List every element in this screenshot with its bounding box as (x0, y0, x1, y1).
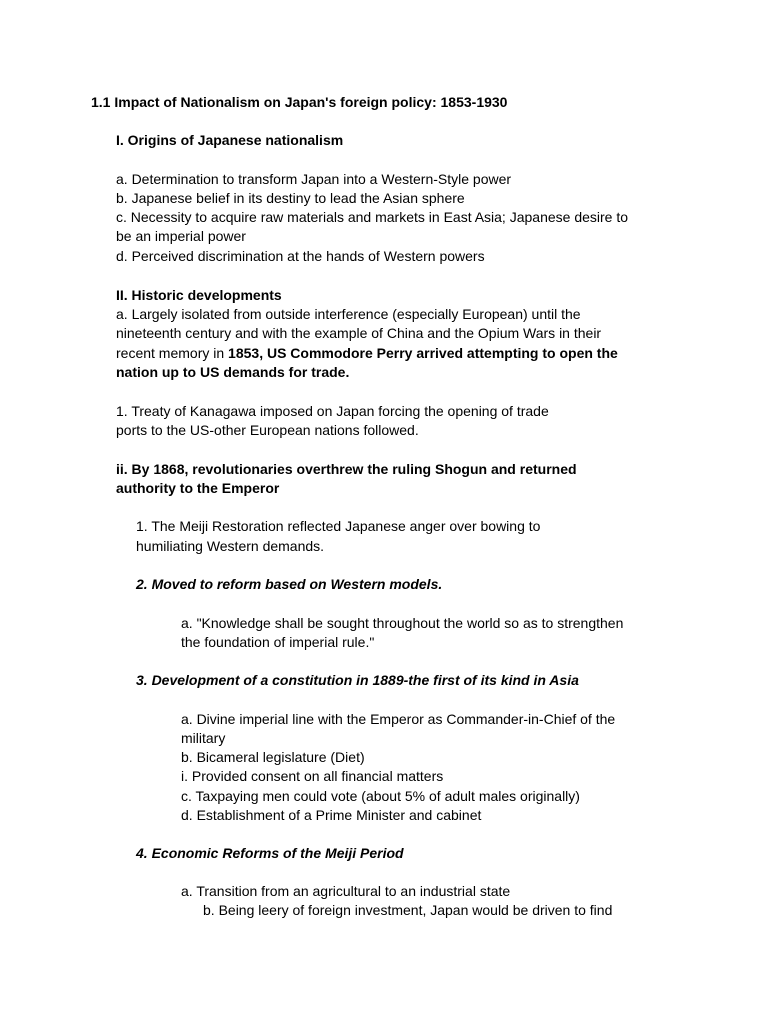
meiji-line-2: humiliating Western demands. (136, 538, 325, 554)
constitution-item-d: d. Establishment of a Prime Minister and cabinet (181, 807, 482, 823)
historic-para-line-2: nineteenth century and with the example of China and the Opium Wars in their (116, 325, 602, 341)
historic-para-line-4: nation up to US demands for trade. (116, 364, 350, 380)
constitution-item-a-cont: military (181, 730, 226, 746)
constitution-heading: 3. Development of a constitution in 1889-the first of its kind in Asia (136, 672, 579, 688)
document-title: 1.1 Impact of Nationalism on Japan's foreign policy: 1853-1930 (91, 94, 508, 110)
revolution-heading-line-1: ii. By 1868, revolutionaries overthrew the ruling Shogun and returned (116, 461, 577, 477)
quote-line-1: a. "Knowledge shall be sought throughout the world so as to strengthen (181, 615, 624, 631)
origins-item-a: a. Determination to transform Japan into a Western-Style power (116, 171, 512, 187)
reform-heading: 2. Moved to reform based on Western models. (136, 576, 443, 592)
treaty-line-2: ports to the US-other European nations followed. (116, 422, 419, 438)
constitution-item-b: b. Bicameral legislature (Diet) (181, 749, 365, 765)
origins-item-d: d. Perceived discrimination at the hands of Western powers (116, 248, 485, 264)
economic-item-b: b. Being leery of foreign investment, Japan would be driven to find (203, 902, 613, 918)
origins-item-b: b. Japanese belief in its destiny to lead the Asian sphere (116, 190, 465, 206)
section-heading-origins: I. Origins of Japanese nationalism (116, 132, 344, 148)
constitution-item-a: a. Divine imperial line with the Emperor as Commander-in-Chief of the (181, 711, 616, 727)
section-heading-historic: II. Historic developments (116, 287, 282, 303)
economic-item-a: a. Transition from an agricultural to an industrial state (181, 883, 511, 899)
historic-para-line-1: a. Largely isolated from outside interference (especially European) until the (116, 306, 581, 322)
revolution-heading-line-2: authority to the Emperor (116, 480, 280, 496)
origins-item-c: c. Necessity to acquire raw materials and markets in East Asia; Japanese desire to (116, 209, 629, 225)
quote-line-2: the foundation of imperial rule." (181, 634, 375, 650)
constitution-item-c: c. Taxpaying men could vote (about 5% of adult males originally) (181, 788, 580, 804)
perry-arrival-highlight: 1853, US Commodore Perry arrived attempting to open the (228, 345, 618, 361)
constitution-item-b-i: i. Provided consent on all financial matters (181, 768, 444, 784)
economic-heading: 4. Economic Reforms of the Meiji Period (136, 845, 404, 861)
historic-para-plain: recent memory in (116, 345, 229, 361)
origins-item-c-cont: be an imperial power (116, 228, 246, 244)
meiji-line-1: 1. The Meiji Restoration reflected Japanese anger over bowing to (136, 518, 541, 534)
treaty-line-1: 1. Treaty of Kanagawa imposed on Japan forcing the opening of trade (116, 403, 549, 419)
historic-para-line-3 (116, 344, 618, 364)
